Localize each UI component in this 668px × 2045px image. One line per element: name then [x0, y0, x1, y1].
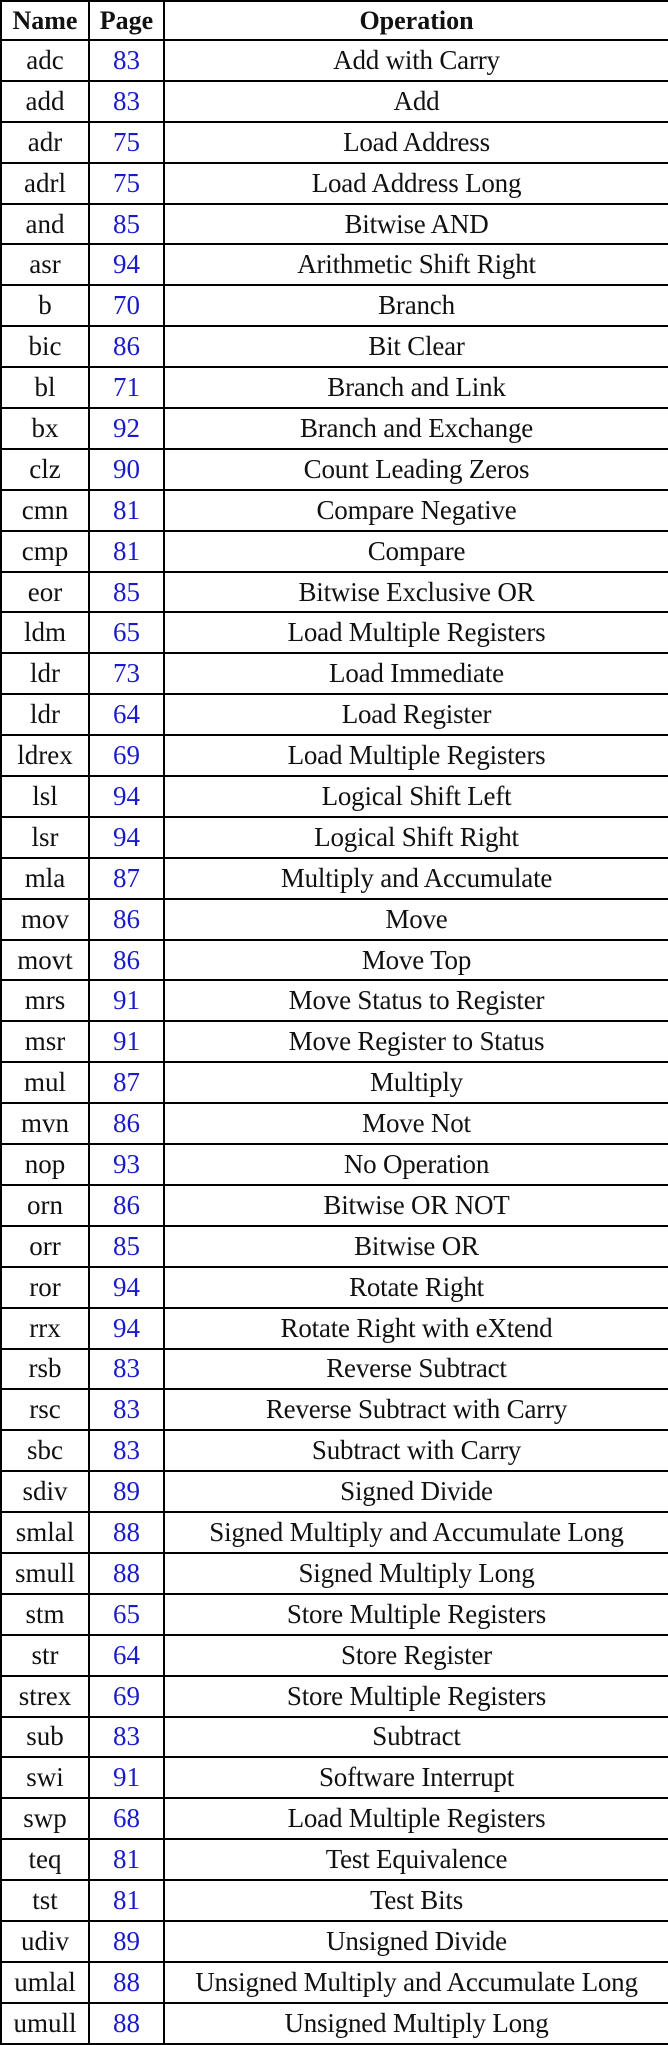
page-link[interactable]: 65 — [89, 1594, 164, 1635]
table-row — [1, 1103, 668, 1144]
page-link[interactable]: 75 — [89, 122, 164, 163]
instruction-name: clz — [1, 449, 89, 490]
table-row — [1, 1717, 668, 1758]
table-row — [1, 1553, 668, 1594]
instruction-name: stm — [1, 1594, 89, 1635]
operation-description: Bit Clear — [164, 326, 668, 367]
page-link[interactable]: 85 — [89, 1226, 164, 1267]
operation-description: Move Status to Register — [164, 980, 668, 1021]
table-row — [1, 531, 668, 572]
operation-description: Unsigned Divide — [164, 1921, 668, 1962]
operation-description: Move Register to Status — [164, 1021, 668, 1062]
instruction-name: lsl — [1, 776, 89, 817]
page-link[interactable]: 94 — [89, 244, 164, 285]
instruction-name: umlal — [1, 1962, 89, 2003]
table-row — [1, 735, 668, 776]
page-link[interactable]: 81 — [89, 1880, 164, 1921]
page-link[interactable]: 86 — [89, 1103, 164, 1144]
page-link[interactable]: 88 — [89, 1962, 164, 2003]
page-link[interactable]: 88 — [89, 1512, 164, 1553]
table-row — [1, 1839, 668, 1880]
page-link[interactable]: 88 — [89, 2003, 164, 2044]
operation-description: Signed Multiply and Accumulate Long — [164, 1512, 668, 1553]
page-link[interactable]: 83 — [89, 1389, 164, 1430]
page-link[interactable]: 89 — [89, 1921, 164, 1962]
page-link[interactable]: 91 — [89, 980, 164, 1021]
page-link[interactable]: 85 — [89, 572, 164, 613]
page-link[interactable]: 86 — [89, 940, 164, 981]
page-link[interactable]: 91 — [89, 1757, 164, 1798]
operation-description: Move Not — [164, 1103, 668, 1144]
table-row — [1, 408, 668, 449]
operation-description: Logical Shift Right — [164, 817, 668, 858]
table-row — [1, 244, 668, 285]
page-link[interactable]: 94 — [89, 1308, 164, 1349]
operation-description: Bitwise OR NOT — [164, 1185, 668, 1226]
table-row — [1, 1226, 668, 1267]
operation-description: Signed Divide — [164, 1471, 668, 1512]
operation-description: Subtract with Carry — [164, 1430, 668, 1471]
operation-description: Move — [164, 899, 668, 940]
page-link[interactable]: 94 — [89, 817, 164, 858]
instruction-name: mul — [1, 1062, 89, 1103]
page-link[interactable]: 69 — [89, 1676, 164, 1717]
page-link[interactable]: 94 — [89, 776, 164, 817]
table-row — [1, 1676, 668, 1717]
operation-description: Load Multiple Registers — [164, 735, 668, 776]
page-link[interactable]: 81 — [89, 1839, 164, 1880]
instruction-name: mrs — [1, 980, 89, 1021]
table-row — [1, 1880, 668, 1921]
operation-description: Branch and Exchange — [164, 408, 668, 449]
operation-description: Signed Multiply Long — [164, 1553, 668, 1594]
table-row — [1, 899, 668, 940]
table-row — [1, 858, 668, 899]
table-row — [1, 285, 668, 326]
table-row — [1, 1185, 668, 1226]
operation-description: Reverse Subtract — [164, 1349, 668, 1390]
instruction-name: umull — [1, 2003, 89, 2044]
page-link[interactable]: 92 — [89, 408, 164, 449]
operation-description: Store Register — [164, 1635, 668, 1676]
instruction-name: mla — [1, 858, 89, 899]
operation-description: Load Register — [164, 694, 668, 735]
instruction-name: swp — [1, 1798, 89, 1839]
instruction-name: orr — [1, 1226, 89, 1267]
table-row — [1, 40, 668, 81]
table-row — [1, 817, 668, 858]
table-row — [1, 1021, 668, 1062]
table-row — [1, 1349, 668, 1390]
instruction-name: udiv — [1, 1921, 89, 1962]
page-link[interactable]: 75 — [89, 163, 164, 204]
instruction-name: lsr — [1, 817, 89, 858]
instruction-name: asr — [1, 244, 89, 285]
operation-description: Unsigned Multiply Long — [164, 2003, 668, 2044]
table-row — [1, 1062, 668, 1103]
instruction-name: swi — [1, 1757, 89, 1798]
operation-description: Load Multiple Registers — [164, 1798, 668, 1839]
table-row — [1, 204, 668, 245]
header-page: Page — [89, 1, 164, 40]
operation-description: Bitwise AND — [164, 204, 668, 245]
page-link[interactable]: 86 — [89, 899, 164, 940]
operation-description: Test Bits — [164, 1880, 668, 1921]
instruction-name: ror — [1, 1267, 89, 1308]
operation-description: Arithmetic Shift Right — [164, 244, 668, 285]
instruction-name: mvn — [1, 1103, 89, 1144]
instruction-name: adc — [1, 40, 89, 81]
instruction-name: rsc — [1, 1389, 89, 1430]
table-row — [1, 980, 668, 1021]
page-link[interactable]: 65 — [89, 612, 164, 653]
page-link[interactable]: 93 — [89, 1144, 164, 1185]
operation-description: Multiply and Accumulate — [164, 858, 668, 899]
page-link[interactable]: 86 — [89, 326, 164, 367]
instruction-name: adrl — [1, 163, 89, 204]
instruction-name: mov — [1, 899, 89, 940]
operation-description: Multiply — [164, 1062, 668, 1103]
table-row — [1, 367, 668, 408]
operation-description: Load Address Long — [164, 163, 668, 204]
page-link[interactable]: 69 — [89, 735, 164, 776]
table-row — [1, 490, 668, 531]
operation-description: Logical Shift Left — [164, 776, 668, 817]
page-link[interactable]: 81 — [89, 490, 164, 531]
instruction-name: ldm — [1, 612, 89, 653]
page-link[interactable]: 94 — [89, 1267, 164, 1308]
instruction-name: tst — [1, 1880, 89, 1921]
operation-description: Subtract — [164, 1717, 668, 1758]
instruction-name: and — [1, 204, 89, 245]
operation-description: Load Immediate — [164, 653, 668, 694]
instruction-name: sdiv — [1, 1471, 89, 1512]
table-row — [1, 163, 668, 204]
page-link[interactable]: 83 — [89, 81, 164, 122]
instruction-name: bl — [1, 367, 89, 408]
page-link[interactable]: 90 — [89, 449, 164, 490]
header-row — [1, 1, 668, 40]
instruction-name: msr — [1, 1021, 89, 1062]
page-link[interactable]: 91 — [89, 1021, 164, 1062]
page-link[interactable]: 70 — [89, 285, 164, 326]
table-row — [1, 81, 668, 122]
page-link[interactable]: 73 — [89, 653, 164, 694]
page-link[interactable]: 68 — [89, 1798, 164, 1839]
table-row — [1, 1430, 668, 1471]
page-link[interactable]: 83 — [89, 1717, 164, 1758]
operation-description: Count Leading Zeros — [164, 449, 668, 490]
instruction-name: b — [1, 285, 89, 326]
operation-description: Load Multiple Registers — [164, 612, 668, 653]
header-operation: Operation — [164, 1, 668, 40]
instruction-name: ldr — [1, 653, 89, 694]
instruction-name: ldrex — [1, 735, 89, 776]
operation-description: Bitwise OR — [164, 1226, 668, 1267]
instruction-name: nop — [1, 1144, 89, 1185]
page-link[interactable]: 71 — [89, 367, 164, 408]
operation-description: Software Interrupt — [164, 1757, 668, 1798]
table-row — [1, 1798, 668, 1839]
table-row — [1, 326, 668, 367]
table-row — [1, 2003, 668, 2044]
instruction-name: str — [1, 1635, 89, 1676]
table-row — [1, 1635, 668, 1676]
operation-description: Move Top — [164, 940, 668, 981]
instruction-name: movt — [1, 940, 89, 981]
instruction-name: bic — [1, 326, 89, 367]
instruction-name: smlal — [1, 1512, 89, 1553]
instruction-name: adr — [1, 122, 89, 163]
operation-description: Reverse Subtract with Carry — [164, 1389, 668, 1430]
instruction-name: teq — [1, 1839, 89, 1880]
operation-description: Store Multiple Registers — [164, 1676, 668, 1717]
table-row — [1, 776, 668, 817]
operation-description: Load Address — [164, 122, 668, 163]
table-row — [1, 1389, 668, 1430]
table-row — [1, 122, 668, 163]
table-row — [1, 694, 668, 735]
table-row — [1, 1471, 668, 1512]
table-row — [1, 1267, 668, 1308]
operation-description: Compare — [164, 531, 668, 572]
instruction-name: cmp — [1, 531, 89, 572]
table-row — [1, 1594, 668, 1635]
operation-description: Add — [164, 81, 668, 122]
page-link[interactable]: 89 — [89, 1471, 164, 1512]
page-link[interactable]: 83 — [89, 1430, 164, 1471]
operation-description: Rotate Right with eXtend — [164, 1308, 668, 1349]
page-link[interactable]: 88 — [89, 1553, 164, 1594]
header-name: Name — [1, 1, 89, 40]
table-row — [1, 1308, 668, 1349]
page-link[interactable]: 81 — [89, 531, 164, 572]
table-row — [1, 1757, 668, 1798]
operation-description: Test Equivalence — [164, 1839, 668, 1880]
instruction-name: sub — [1, 1717, 89, 1758]
table-row — [1, 653, 668, 694]
table-row — [1, 1962, 668, 2003]
operation-description: Compare Negative — [164, 490, 668, 531]
instruction-name: bx — [1, 408, 89, 449]
instruction-name: strex — [1, 1676, 89, 1717]
page-link[interactable]: 83 — [89, 1349, 164, 1390]
operation-description: Unsigned Multiply and Accumulate Long — [164, 1962, 668, 2003]
table-row — [1, 612, 668, 653]
instruction-name: add — [1, 81, 89, 122]
page-link[interactable]: 64 — [89, 1635, 164, 1676]
instruction-name: smull — [1, 1553, 89, 1594]
table-row — [1, 1144, 668, 1185]
table-body — [1, 40, 668, 2044]
operation-description: Rotate Right — [164, 1267, 668, 1308]
instruction-name: orn — [1, 1185, 89, 1226]
table-row — [1, 572, 668, 613]
operation-description: No Operation — [164, 1144, 668, 1185]
page-link[interactable]: 86 — [89, 1185, 164, 1226]
table-row — [1, 1921, 668, 1962]
table-row — [1, 940, 668, 981]
operation-description: Branch — [164, 285, 668, 326]
page-link[interactable]: 83 — [89, 40, 164, 81]
instruction-name: rsb — [1, 1349, 89, 1390]
operation-description: Add with Carry — [164, 40, 668, 81]
operation-description: Store Multiple Registers — [164, 1594, 668, 1635]
operation-description: Bitwise Exclusive OR — [164, 572, 668, 613]
table-row — [1, 449, 668, 490]
instruction-name: cmn — [1, 490, 89, 531]
page-link[interactable]: 64 — [89, 694, 164, 735]
instruction-name: eor — [1, 572, 89, 613]
page-link[interactable]: 87 — [89, 1062, 164, 1103]
page-link[interactable]: 85 — [89, 204, 164, 245]
page-link[interactable]: 87 — [89, 858, 164, 899]
instruction-name: sbc — [1, 1430, 89, 1471]
instruction-name: rrx — [1, 1308, 89, 1349]
table-row — [1, 1512, 668, 1553]
instruction-name: ldr — [1, 694, 89, 735]
operation-description: Branch and Link — [164, 367, 668, 408]
